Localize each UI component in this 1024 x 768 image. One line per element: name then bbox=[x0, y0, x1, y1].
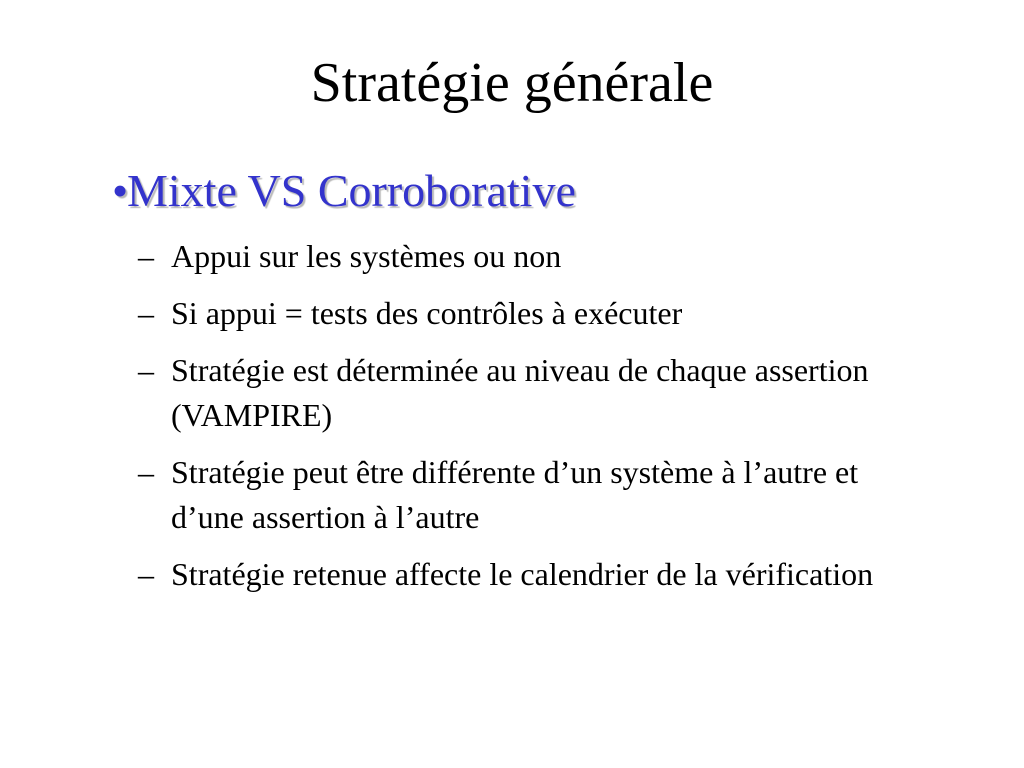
sub-bullet-item bbox=[138, 450, 918, 540]
sub-bullet-item bbox=[138, 552, 918, 597]
sub-bullet-text: Stratégie est déterminée au niveau de chaque assertion (VAMPIRE) bbox=[171, 352, 869, 433]
bullet-marker: • bbox=[112, 165, 129, 216]
main-bullet-label: Mixte VS Corroborative bbox=[127, 165, 576, 216]
sub-bullet-item bbox=[138, 234, 918, 279]
dash-marker: – bbox=[138, 295, 154, 331]
sub-bullet-text: Appui sur les systèmes ou non bbox=[171, 238, 562, 274]
dash-marker: – bbox=[138, 454, 154, 490]
sub-bullet-list bbox=[138, 234, 918, 609]
dash-marker: – bbox=[138, 556, 154, 592]
sub-bullet-text: Stratégie retenue affecte le calendrier de la vérification bbox=[171, 556, 874, 592]
slide-title: Stratégie générale bbox=[310, 52, 714, 114]
sub-bullet-item bbox=[138, 348, 918, 438]
dash-marker: – bbox=[138, 238, 154, 274]
sub-bullet-text: Stratégie peut être différente d’un système à l’autre et d’une assertion à l’autre bbox=[171, 454, 859, 535]
sub-bullet-text: Si appui = tests des contrôles à exécuter bbox=[171, 295, 683, 331]
dash-marker: – bbox=[138, 352, 154, 388]
sub-bullet-item bbox=[138, 291, 918, 336]
